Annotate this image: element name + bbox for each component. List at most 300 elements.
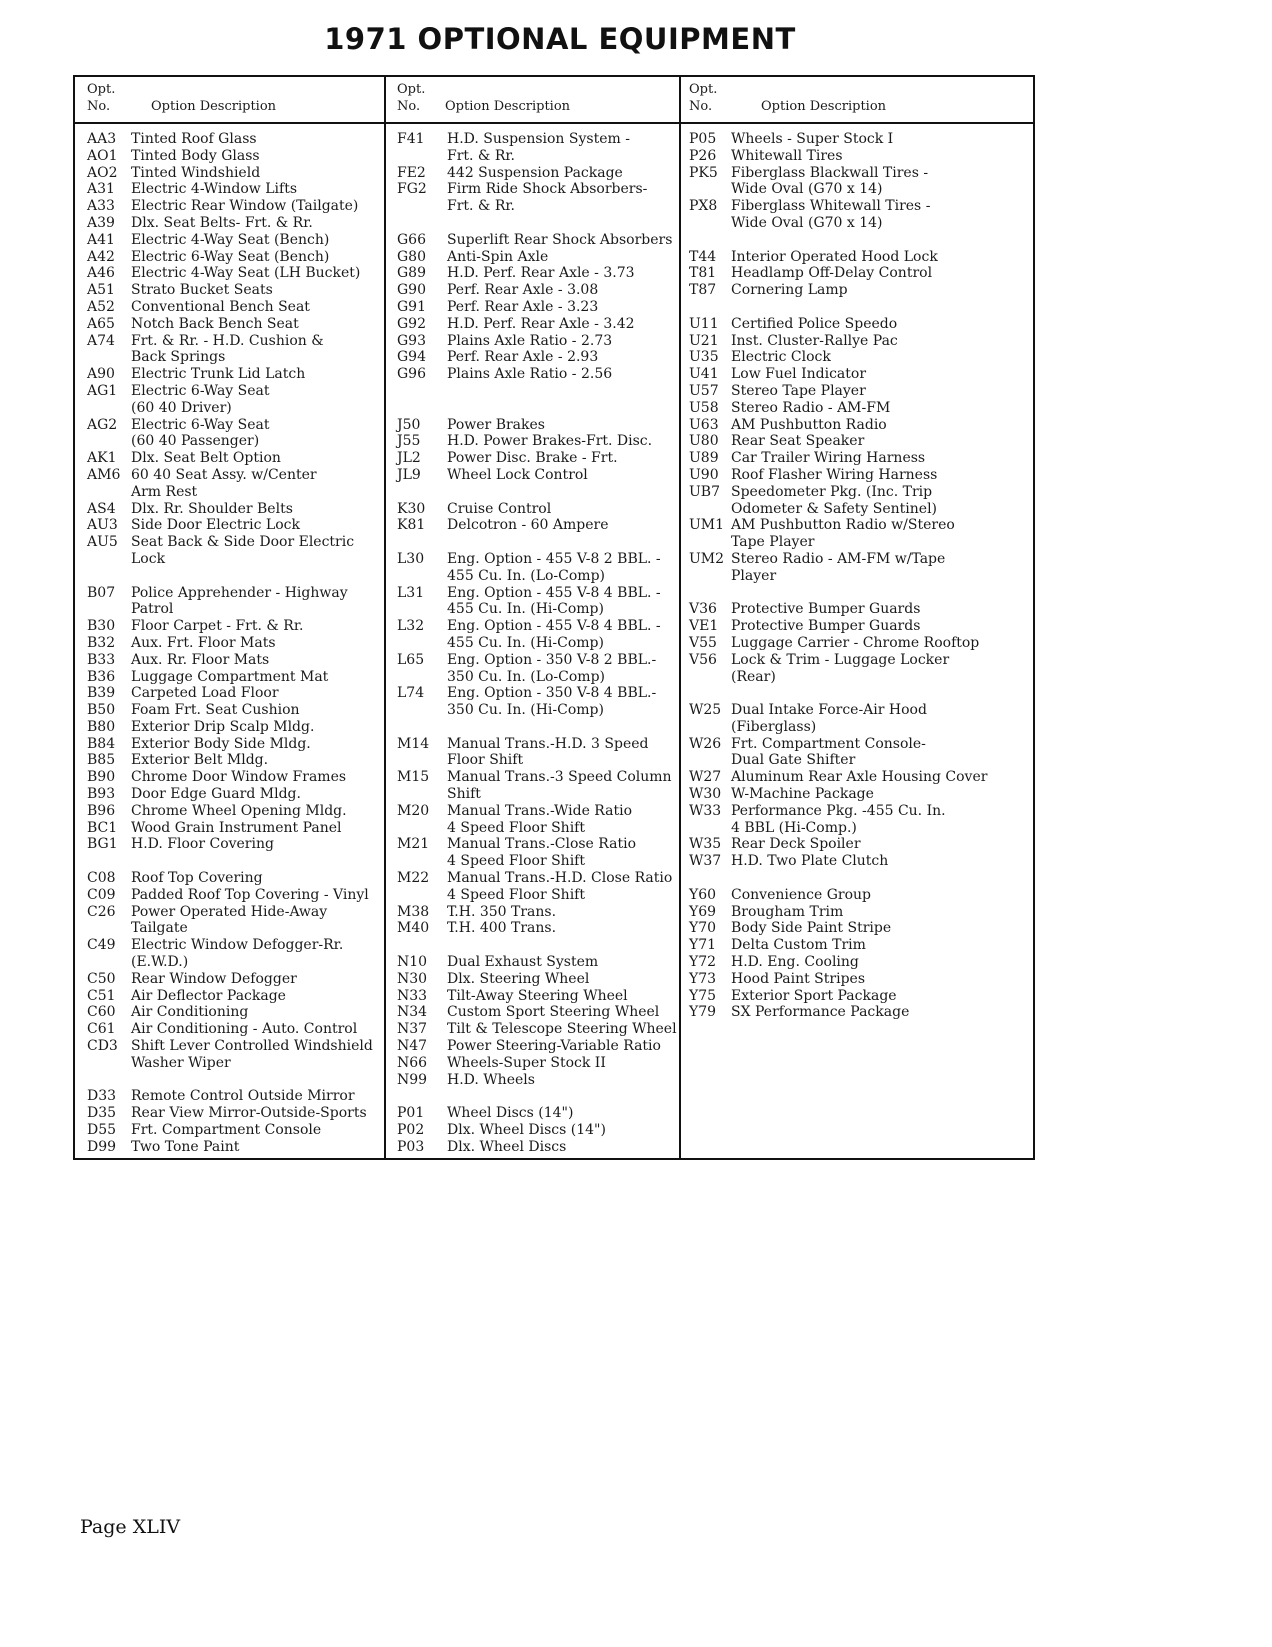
option-code: C09	[87, 886, 116, 903]
option-description: Wide Oval (G70 x 14)	[731, 214, 883, 231]
option-description: Electric Window Defogger-Rr.	[131, 937, 344, 954]
option-description: Perf. Rear Axle - 3.08	[447, 282, 599, 299]
option-code: V56	[689, 651, 717, 668]
column-divider-1	[384, 77, 386, 1158]
option-description: Frt. & Rr. - H.D. Cushion &	[131, 332, 324, 349]
option-description: 455 Cu. In. (Hi-Comp)	[447, 601, 604, 618]
option-description: Car Trailer Wiring Harness	[731, 450, 926, 467]
option-code: C61	[87, 1021, 116, 1038]
option-code: D33	[87, 1088, 117, 1105]
option-description: 4 Speed Floor Shift	[447, 853, 585, 870]
option-description: H.D. Wheels	[447, 1071, 535, 1088]
option-description: Protective Bumper Guards	[731, 601, 921, 618]
option-description: Perf. Rear Axle - 2.93	[447, 349, 599, 366]
option-code: V55	[689, 634, 717, 651]
option-description: Shift	[447, 786, 481, 803]
option-description: Manual Trans.-H.D. Close Ratio	[447, 870, 673, 887]
option-description: Floor Shift	[447, 752, 524, 769]
option-description: Whitewall Tires	[731, 147, 843, 164]
option-code: D35	[87, 1105, 117, 1122]
description-label: Option Description	[761, 99, 887, 114]
option-code: G91	[397, 298, 426, 315]
option-code: K30	[397, 500, 426, 517]
option-description: (Rear)	[731, 668, 776, 685]
option-code: Y75	[689, 987, 717, 1004]
option-code: V36	[689, 601, 717, 618]
option-code: W25	[689, 702, 722, 719]
option-code: B90	[87, 769, 116, 786]
option-code: W37	[689, 853, 722, 870]
option-description: Dlx. Seat Belts- Frt. & Rr.	[131, 214, 313, 231]
option-description: Tinted Roof Glass	[131, 131, 257, 147]
option-description: Headlamp Off-Delay Control	[731, 265, 933, 282]
option-description: Strato Bucket Seats	[131, 282, 273, 299]
option-code: U21	[689, 332, 719, 349]
option-code: AM6	[87, 466, 121, 483]
option-description: 4 Speed Floor Shift	[447, 819, 585, 836]
option-description: Side Door Electric Lock	[131, 517, 300, 534]
option-description: Protective Bumper Guards	[731, 618, 921, 635]
option-description: 4 BBL (Hi-Comp.)	[731, 819, 857, 836]
option-description: H.D. Two Plate Clutch	[731, 853, 889, 870]
option-code: A65	[87, 315, 115, 332]
option-code: A33	[87, 198, 115, 215]
option-description: Eng. Option - 350 V-8 4 BBL.-	[447, 685, 657, 702]
option-description: Tilt-Away Steering Wheel	[447, 987, 628, 1004]
option-code: W27	[689, 769, 722, 786]
option-description: Dlx. Wheel Discs	[447, 1138, 567, 1155]
option-code: B07	[87, 584, 116, 601]
option-code: D99	[87, 1138, 117, 1155]
option-code: L65	[397, 651, 425, 668]
option-description: Roof Flasher Wiring Harness	[731, 466, 938, 483]
option-description: AM Pushbutton Radio w/Stereo	[731, 517, 955, 534]
option-description: Eng. Option - 455 V-8 4 BBL. -	[447, 584, 661, 601]
option-description: Foam Frt. Seat Cushion	[131, 702, 300, 719]
option-description: Conventional Bench Seat	[131, 298, 310, 315]
no-label: No.	[689, 99, 713, 114]
option-code: G66	[397, 231, 426, 248]
option-code: A39	[87, 214, 115, 231]
option-description: H.D. Eng. Cooling	[731, 954, 859, 971]
options-table	[73, 75, 1035, 1160]
option-code: U63	[689, 416, 719, 433]
option-description: Air Conditioning	[131, 1004, 249, 1021]
option-description: Two Tone Paint	[131, 1138, 240, 1155]
option-description: Manual Trans.-H.D. 3 Speed	[447, 735, 649, 752]
option-code: T87	[689, 282, 717, 299]
option-description: Perf. Rear Axle - 3.23	[447, 298, 599, 315]
option-code: U89	[689, 450, 719, 467]
option-description: Luggage Carrier - Chrome Rooftop	[731, 634, 980, 651]
option-code: AU5	[87, 534, 118, 551]
option-description: 4 Speed Floor Shift	[447, 886, 585, 903]
opt-label: Opt.	[689, 82, 718, 97]
option-description: Patrol	[131, 601, 174, 618]
option-code: L74	[397, 685, 425, 702]
option-description: Interior Operated Hood Lock	[731, 248, 938, 265]
option-code: G94	[397, 349, 426, 366]
option-description: Electric 6-Way Seat (Bench)	[131, 248, 330, 265]
option-code: FG2	[397, 181, 427, 198]
option-description: T.H. 400 Trans.	[447, 920, 557, 937]
option-code: AG1	[87, 382, 118, 399]
option-code: W35	[689, 836, 722, 853]
option-description: Exterior Belt Mldg.	[131, 752, 269, 769]
option-code: AO2	[87, 164, 118, 181]
option-description: Stereo Tape Player	[731, 382, 866, 399]
option-description: Back Springs	[131, 349, 226, 366]
option-code: W30	[689, 786, 722, 803]
option-code: P26	[689, 147, 717, 164]
option-code: P02	[397, 1122, 425, 1139]
option-code: A52	[87, 298, 115, 315]
option-code: C26	[87, 903, 116, 920]
option-code: BG1	[87, 836, 118, 853]
option-code: N66	[397, 1054, 428, 1071]
option-code: A46	[87, 265, 115, 282]
option-description: Wheel Discs (14")	[447, 1105, 574, 1122]
option-description: Exterior Sport Package	[731, 987, 897, 1004]
option-description: Plains Axle Ratio - 2.56	[447, 366, 613, 383]
option-description: Luggage Compartment Mat	[131, 668, 329, 685]
option-code: C60	[87, 1004, 116, 1021]
option-code: B50	[87, 702, 116, 719]
option-description: H.D. Power Brakes-Frt. Disc.	[447, 433, 653, 450]
option-code: M14	[397, 735, 430, 752]
option-description: Cruise Control	[447, 500, 552, 517]
option-description: Rear Window Defogger	[131, 970, 297, 987]
option-description: Wheels - Super Stock I	[731, 131, 894, 147]
option-description: Fiberglass Whitewall Tires -	[731, 198, 931, 215]
option-description: Speedometer Pkg. (Inc. Trip	[731, 483, 933, 500]
option-code: JL2	[397, 450, 421, 467]
no-label: No.	[87, 99, 111, 114]
option-description: Eng. Option - 350 V-8 2 BBL.-	[447, 651, 657, 668]
option-code: C49	[87, 937, 116, 954]
option-description: Body Side Paint Stripe	[731, 920, 892, 937]
option-code: Y70	[689, 920, 717, 937]
option-description: Stereo Radio - AM-FM w/Tape	[731, 550, 946, 567]
option-description: H.D. Perf. Rear Axle - 3.73	[447, 265, 635, 282]
option-description: Dlx. Wheel Discs (14")	[447, 1122, 606, 1139]
option-description: Delcotron - 60 Ampere	[447, 517, 609, 534]
option-code: AU3	[87, 517, 118, 534]
option-code: L30	[397, 550, 425, 567]
option-code: G80	[397, 248, 426, 265]
option-code: A90	[87, 366, 115, 383]
option-description: Aux. Rr. Floor Mats	[131, 651, 270, 668]
option-description: Tilt & Telescope Steering Wheel	[447, 1021, 677, 1038]
option-code: M20	[397, 802, 430, 819]
option-code: B93	[87, 786, 116, 803]
option-description: Washer Wiper	[131, 1054, 231, 1071]
option-description: Player	[731, 567, 777, 584]
option-description: 350 Cu. In. (Hi-Comp)	[447, 702, 604, 719]
option-description: Dlx. Rr. Shoulder Belts	[131, 500, 293, 517]
option-description: T.H. 350 Trans.	[447, 903, 557, 920]
option-code: PX8	[689, 198, 718, 215]
option-code: AS4	[87, 500, 116, 517]
option-description: Eng. Option - 455 V-8 2 BBL. -	[447, 550, 661, 567]
option-code: M21	[397, 836, 430, 853]
option-description: Manual Trans.-Close Ratio	[447, 836, 637, 853]
option-description: Air Deflector Package	[131, 987, 286, 1004]
option-code: M15	[397, 769, 430, 786]
option-code: B80	[87, 718, 116, 735]
option-code: F41	[397, 131, 425, 147]
option-description: Aluminum Rear Axle Housing Cover	[731, 769, 988, 786]
option-description: Firm Ride Shock Absorbers-	[447, 181, 648, 198]
option-code: FE2	[397, 164, 426, 181]
option-description: Lock	[131, 550, 166, 567]
option-description: Superlift Rear Shock Absorbers	[447, 231, 673, 248]
option-description: Exterior Body Side Mldg.	[131, 735, 311, 752]
option-code: B36	[87, 668, 116, 685]
option-code: U57	[689, 382, 719, 399]
option-code: G89	[397, 265, 426, 282]
option-code: T81	[689, 265, 717, 282]
option-code: L32	[397, 618, 425, 635]
option-code: U90	[689, 466, 719, 483]
option-code: UM1	[689, 517, 725, 534]
option-description: Manual Trans.-3 Speed Column	[447, 769, 672, 786]
option-description: SX Performance Package	[731, 1004, 910, 1021]
option-code: J55	[397, 433, 421, 450]
option-description: Lock & Trim - Luggage Locker	[731, 651, 950, 668]
option-description: Cornering Lamp	[731, 282, 848, 299]
option-description: Hood Paint Stripes	[731, 970, 866, 987]
option-code: UM2	[689, 550, 725, 567]
option-code: PK5	[689, 164, 718, 181]
option-description: Aux. Frt. Floor Mats	[131, 634, 276, 651]
option-code: J50	[397, 416, 421, 433]
header-divider	[75, 122, 1033, 124]
option-description: Floor Carpet - Frt. & Rr.	[131, 618, 304, 635]
option-code: P05	[689, 131, 717, 147]
option-description: 455 Cu. In. (Lo-Comp)	[447, 567, 606, 584]
option-code: W33	[689, 802, 722, 819]
option-description: Odometer & Safety Sentinel)	[731, 500, 938, 517]
option-code: U11	[689, 315, 719, 332]
option-description: H.D. Floor Covering	[131, 836, 274, 853]
option-code: BC1	[87, 819, 118, 836]
option-description: Tinted Body Glass	[131, 147, 260, 164]
option-code: A41	[87, 231, 115, 248]
option-description: Wood Grain Instrument Panel	[131, 819, 342, 836]
option-code: T44	[689, 248, 717, 265]
option-description: Tailgate	[131, 920, 188, 937]
option-description: Air Conditioning - Auto. Control	[131, 1021, 358, 1038]
option-description: 60 40 Seat Assy. w/Center	[131, 466, 317, 483]
option-description: Wheel Lock Control	[447, 466, 588, 483]
option-description: Police Apprehender - Highway	[131, 584, 348, 601]
option-code: C50	[87, 970, 116, 987]
option-description: Frt. & Rr.	[447, 147, 515, 164]
option-description: Dlx. Seat Belt Option	[131, 450, 281, 467]
page-title: 1971 OPTIONAL EQUIPMENT	[324, 22, 796, 56]
option-code: Y71	[689, 937, 717, 954]
option-code: Y69	[689, 903, 717, 920]
option-code: P03	[397, 1138, 425, 1155]
option-code: B33	[87, 651, 116, 668]
option-code: M40	[397, 920, 430, 937]
option-description: 442 Suspension Package	[447, 164, 623, 181]
option-description: Rear Seat Speaker	[731, 433, 865, 450]
option-description: Dual Exhaust System	[447, 954, 599, 971]
option-description: Electric 6-Way Seat	[131, 416, 270, 433]
option-code: AG2	[87, 416, 118, 433]
option-description: Dual Gate Shifter	[731, 752, 856, 769]
option-description: H.D. Suspension System -	[447, 131, 630, 147]
option-description: Door Edge Guard Mldg.	[131, 786, 301, 803]
opt-label: Opt.	[397, 82, 426, 97]
option-code: U35	[689, 349, 719, 366]
option-description: Frt. Compartment Console-	[731, 735, 926, 752]
option-description: Roof Top Covering	[131, 870, 263, 887]
option-code: A74	[87, 332, 115, 349]
option-code: AA3	[87, 131, 117, 147]
option-code: B30	[87, 618, 116, 635]
option-code: UB7	[689, 483, 720, 500]
option-code: U58	[689, 399, 719, 416]
option-description: Low Fuel Indicator	[731, 366, 867, 383]
option-description: 350 Cu. In. (Lo-Comp)	[447, 668, 606, 685]
option-description: Dlx. Steering Wheel	[447, 970, 590, 987]
description-label: Option Description	[445, 99, 571, 114]
option-description: Fiberglass Blackwall Tires -	[731, 164, 929, 181]
option-description: Custom Sport Steering Wheel	[447, 1004, 660, 1021]
option-code: C51	[87, 987, 116, 1004]
option-code: B84	[87, 735, 116, 752]
option-code: Y73	[689, 970, 717, 987]
option-description: Electric 4-Way Seat (LH Bucket)	[131, 265, 361, 282]
option-code: G93	[397, 332, 426, 349]
option-description: Electric 4-Way Seat (Bench)	[131, 231, 330, 248]
option-code: N33	[397, 987, 428, 1004]
option-description: Electric Rear Window (Tailgate)	[131, 198, 359, 215]
option-description: Brougham Trim	[731, 903, 844, 920]
option-description: Rear View Mirror-Outside-Sports	[131, 1105, 367, 1122]
option-code: B32	[87, 634, 116, 651]
option-code: U80	[689, 433, 719, 450]
option-description: Stereo Radio - AM-FM	[731, 399, 891, 416]
option-description: (E.W.D.)	[131, 954, 189, 971]
option-description: (Fiberglass)	[731, 718, 817, 735]
option-description: Remote Control Outside Mirror	[131, 1088, 355, 1105]
option-code: A42	[87, 248, 115, 265]
option-description: Performance Pkg. -455 Cu. In.	[731, 802, 946, 819]
option-description: Notch Back Bench Seat	[131, 315, 299, 332]
option-code: N37	[397, 1021, 428, 1038]
option-description: Wheels-Super Stock II	[447, 1054, 606, 1071]
option-code: A51	[87, 282, 115, 299]
option-code: JL9	[397, 466, 421, 483]
option-description: Seat Back & Side Door Electric	[131, 534, 355, 551]
option-description: Carpeted Load Floor	[131, 685, 279, 702]
option-code: Y79	[689, 1004, 717, 1021]
option-code: G90	[397, 282, 426, 299]
option-description: Power Operated Hide-Away	[131, 903, 328, 920]
option-code: L31	[397, 584, 425, 601]
option-code: N99	[397, 1071, 428, 1088]
option-code: B39	[87, 685, 116, 702]
option-code: B85	[87, 752, 116, 769]
option-description: (60 40 Passenger)	[131, 433, 260, 450]
option-code: N34	[397, 1004, 428, 1021]
option-description: Inst. Cluster-Rallye Pac	[731, 332, 898, 349]
option-code: W26	[689, 735, 722, 752]
option-code: D55	[87, 1122, 117, 1139]
option-description: Tinted Windshield	[131, 164, 261, 181]
option-code: G92	[397, 315, 426, 332]
option-code: N47	[397, 1038, 428, 1055]
option-code: AK1	[87, 450, 117, 467]
option-description: Electric 6-Way Seat	[131, 382, 270, 399]
option-description: (60 40 Driver)	[131, 399, 232, 416]
option-description: Shift Lever Controlled Windshield	[131, 1038, 373, 1055]
option-code: Y60	[689, 886, 717, 903]
option-description: Chrome Wheel Opening Mldg.	[131, 802, 347, 819]
option-description: Exterior Drip Scalp Mldg.	[131, 718, 315, 735]
option-description: Wide Oval (G70 x 14)	[731, 181, 883, 198]
option-code: N10	[397, 954, 428, 971]
option-description: Electric 4-Window Lifts	[131, 181, 298, 198]
option-code: G96	[397, 366, 426, 383]
option-description: 455 Cu. In. (Hi-Comp)	[447, 634, 604, 651]
option-code: Y72	[689, 954, 717, 971]
option-code: C08	[87, 870, 116, 887]
option-code: N30	[397, 970, 428, 987]
column-divider-2	[679, 77, 681, 1158]
option-description: Delta Custom Trim	[731, 937, 866, 954]
option-description: Power Brakes	[447, 416, 545, 433]
option-code: M38	[397, 903, 430, 920]
option-description: Manual Trans.-Wide Ratio	[447, 802, 633, 819]
option-description: Dual Intake Force-Air Hood	[731, 702, 927, 719]
option-code: P01	[397, 1105, 425, 1122]
option-code: A31	[87, 181, 115, 198]
opt-label: Opt.	[87, 82, 116, 97]
option-description: W-Machine Package	[731, 786, 874, 803]
option-description: Certified Police Speedo	[731, 315, 898, 332]
option-description: H.D. Perf. Rear Axle - 3.42	[447, 315, 635, 332]
option-description: Frt. Compartment Console	[131, 1122, 322, 1139]
option-code: CD3	[87, 1038, 118, 1055]
option-description: Chrome Door Window Frames	[131, 769, 347, 786]
option-description: Tape Player	[731, 534, 815, 551]
option-description: AM Pushbutton Radio	[731, 416, 887, 433]
option-code: M22	[397, 870, 430, 887]
option-code: K81	[397, 517, 426, 534]
option-description: Power Disc. Brake - Frt.	[447, 450, 618, 467]
option-description: Anti-Spin Axle	[447, 248, 549, 265]
option-description: Rear Deck Spoiler	[731, 836, 861, 853]
description-label: Option Description	[151, 99, 277, 114]
option-code: AO1	[87, 147, 118, 164]
option-code: U41	[689, 366, 719, 383]
option-description: Electric Clock	[731, 349, 831, 366]
option-description: Eng. Option - 455 V-8 4 BBL. -	[447, 618, 661, 635]
option-description: Electric Trunk Lid Latch	[131, 366, 306, 383]
option-description: Frt. & Rr.	[447, 198, 515, 215]
no-label: No.	[397, 99, 421, 114]
page-number: Page XLIV	[80, 1516, 181, 1538]
option-code: VE1	[689, 618, 719, 635]
option-description: Padded Roof Top Covering - Vinyl	[131, 886, 369, 903]
option-description: Arm Rest	[131, 483, 198, 500]
option-description: Power Steering-Variable Ratio	[447, 1038, 661, 1055]
